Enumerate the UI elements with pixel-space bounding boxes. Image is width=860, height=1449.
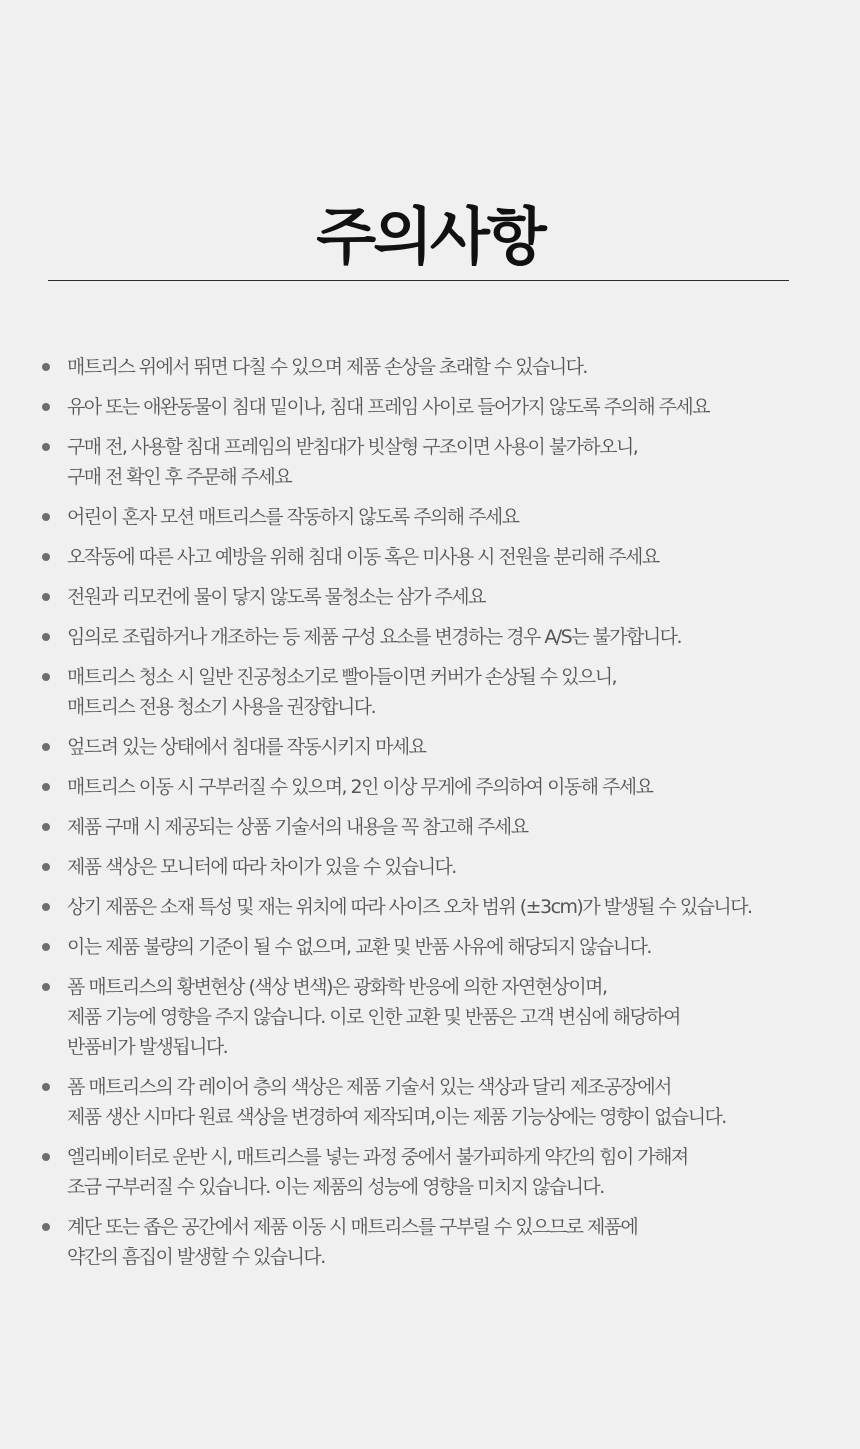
bullet-icon [42, 863, 50, 871]
caution-text: 이는 제품 불량의 기준이 될 수 없으며, 교환 및 반품 사유에 해당되지 않습니다. [67, 936, 651, 958]
caution-item [0, 812, 860, 842]
bullet-icon [42, 743, 50, 751]
caution-text: 상기 제품은 소재 특성 및 재는 위치에 따라 사이즈 오차 범위 (±3cm)가 발생될 수 있습니다. [67, 896, 752, 918]
bullet-icon [42, 593, 50, 601]
title-divider [48, 280, 789, 281]
bullet-icon [42, 783, 50, 791]
caution-text: 매트리스 이동 시 구부러질 수 있으며, 2인 이상 무게에 주의하여 이동해 주세요 [67, 776, 653, 798]
caution-item [0, 662, 860, 722]
caution-item [0, 932, 860, 962]
caution-text: 엎드려 있는 상태에서 침대를 작동시키지 마세요 [67, 736, 426, 758]
bullet-icon [42, 513, 50, 521]
caution-item [0, 502, 860, 532]
bullet-icon [42, 903, 50, 911]
caution-text: 폼 매트리스의 황변현상 (색상 변색)은 광화학 반응에 의한 자연현상이며, [67, 976, 607, 998]
caution-text: 매트리스 청소 시 일반 진공청소기로 빨아들이면 커버가 손상될 수 있으니, [67, 666, 617, 688]
bullet-icon [42, 943, 50, 951]
caution-text: 약간의 흠집이 발생할 수 있습니다. [67, 1246, 325, 1268]
caution-text: 제품 색상은 모니터에 따라 차이가 있을 수 있습니다. [67, 856, 456, 878]
caution-text: 어린이 혼자 모션 매트리스를 작동하지 않도록 주의해 주세요 [67, 506, 519, 528]
caution-text: 제품 기능에 영향을 주지 않습니다. 이로 인한 교환 및 반품은 고객 변심에 해당하여 [67, 1006, 680, 1028]
bullet-icon [42, 633, 50, 641]
caution-item [0, 772, 860, 802]
caution-item [0, 972, 860, 1062]
bullet-icon [42, 443, 50, 451]
bullet-icon [42, 823, 50, 831]
caution-item [0, 392, 860, 422]
bullet-icon [42, 553, 50, 561]
caution-list [0, 352, 860, 1282]
caution-text: 폼 매트리스의 각 레이어 층의 색상은 제품 기술서 있는 색상과 달리 제조공장에서 [67, 1076, 671, 1098]
caution-text: 구매 전, 사용할 침대 프레임의 받침대가 빗살형 구조이면 사용이 불가하오니, [67, 436, 638, 458]
caution-text: 구매 전 확인 후 주문해 주세요 [67, 466, 292, 488]
caution-text: 제품 생산 시마다 원료 색상을 변경하여 제작되며,이는 제품 기능상에는 영향이 없습니다. [67, 1106, 726, 1128]
caution-text: 계단 또는 좁은 공간에서 제품 이동 시 매트리스를 구부릴 수 있으므로 제품에 [67, 1216, 638, 1238]
bullet-icon [42, 363, 50, 371]
page-title: 주의사항 [316, 199, 544, 273]
caution-item [0, 1212, 860, 1272]
bullet-icon [42, 403, 50, 411]
caution-item [0, 542, 860, 572]
bullet-icon [42, 673, 50, 681]
caution-text: 전원과 리모컨에 물이 닿지 않도록 물청소는 삼가 주세요 [67, 586, 485, 608]
caution-item [0, 732, 860, 762]
caution-text: 엘리베이터로 운반 시, 매트리스를 넣는 과정 중에서 불가피하게 약간의 힘이 가해져 [67, 1146, 688, 1168]
caution-text: 매트리스 위에서 뛰면 다칠 수 있으며 제품 손상을 초래할 수 있습니다. [67, 356, 587, 378]
bullet-icon [42, 983, 50, 991]
caution-item [0, 622, 860, 652]
caution-text: 임의로 조립하거나 개조하는 등 제품 구성 요소를 변경하는 경우 A/S는 불가합니다. [67, 626, 681, 648]
caution-text: 유아 또는 애완동물이 침대 밑이나, 침대 프레임 사이로 들어가지 않도록 주의해 주세요 [67, 396, 710, 418]
caution-text: 오작동에 따른 사고 예방을 위해 침대 이동 혹은 미사용 시 전원을 분리해 주세요 [67, 546, 659, 568]
caution-text: 조금 구부러질 수 있습니다. 이는 제품의 성능에 영향을 미치지 않습니다. [67, 1176, 604, 1198]
bullet-icon [42, 1153, 50, 1161]
caution-item [0, 352, 860, 382]
caution-text: 제품 구매 시 제공되는 상품 기술서의 내용을 꼭 참고해 주세요 [67, 816, 528, 838]
bullet-icon [42, 1083, 50, 1091]
bullet-icon [42, 1223, 50, 1231]
caution-item [0, 892, 860, 922]
caution-item [0, 1072, 860, 1132]
caution-item [0, 852, 860, 882]
caution-text: 반품비가 발생됩니다. [67, 1036, 228, 1058]
caution-item [0, 582, 860, 612]
caution-item [0, 432, 860, 492]
caution-text: 매트리스 전용 청소기 사용을 권장합니다. [67, 696, 376, 718]
caution-item [0, 1142, 860, 1202]
